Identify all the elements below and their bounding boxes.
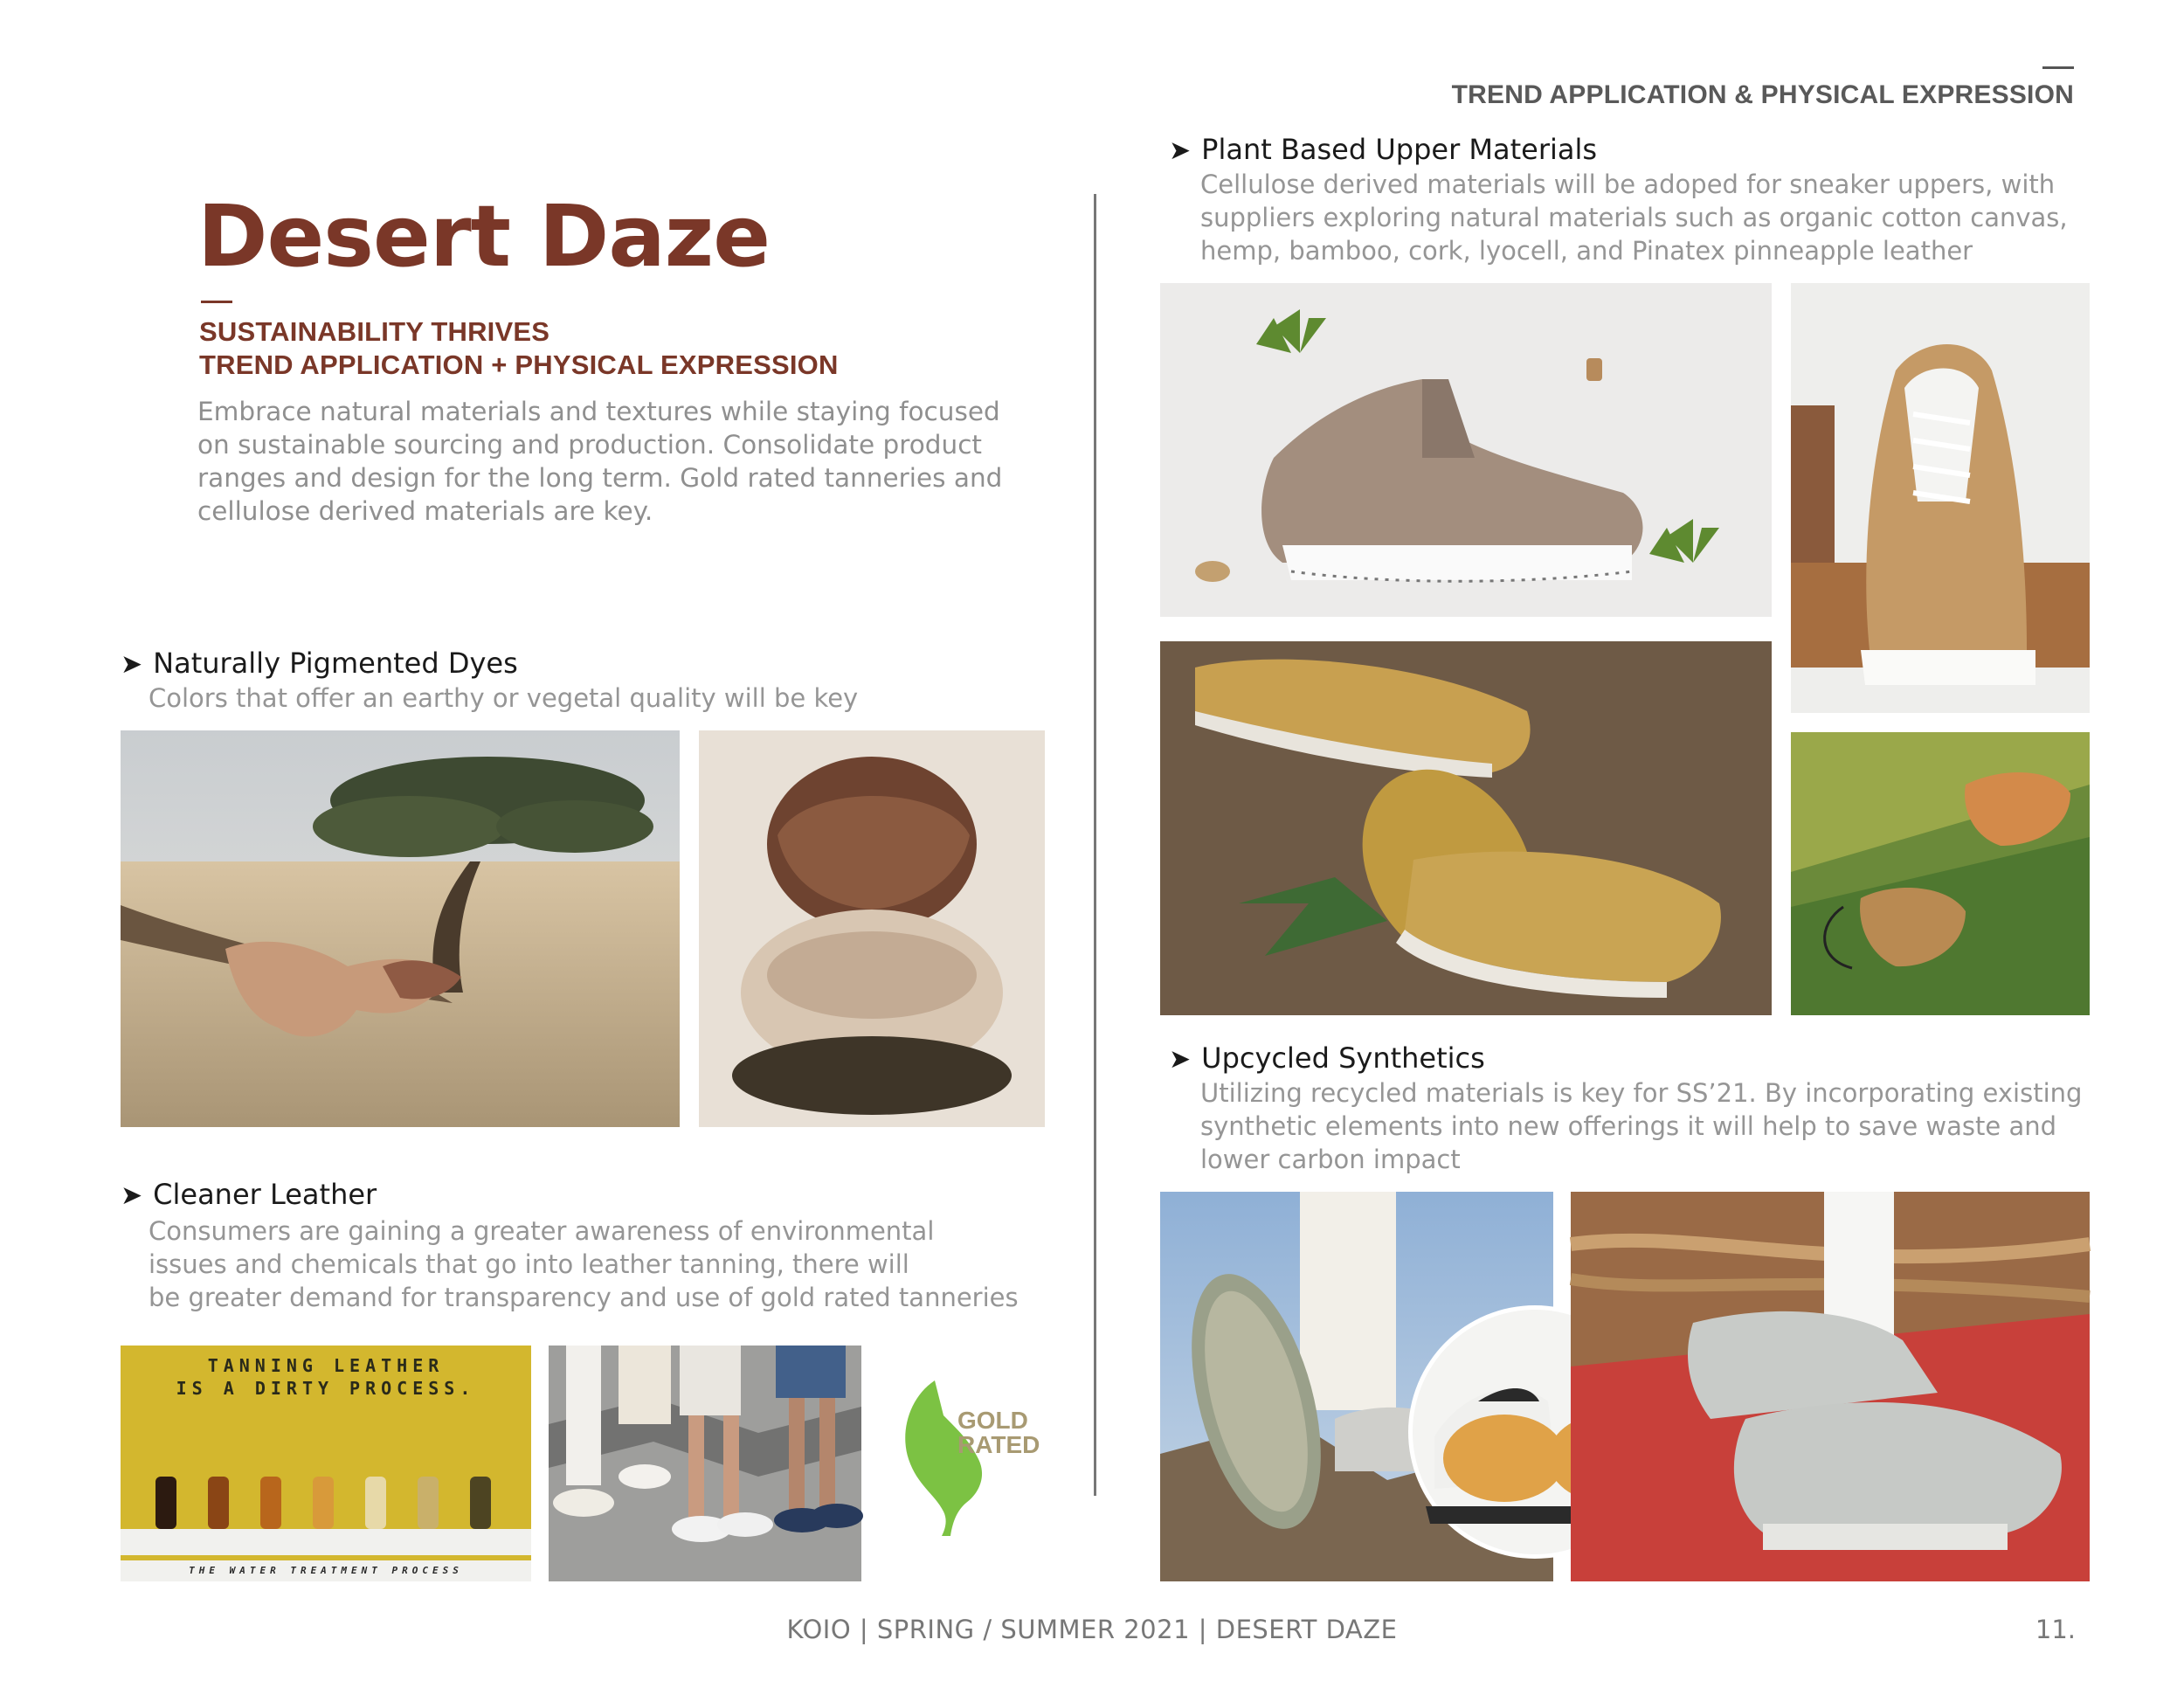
header-dash (2042, 66, 2074, 69)
poster-headline (121, 1354, 531, 1400)
intro-line: cellulose derived materials are key. (197, 496, 653, 526)
footer-text: KOIO | SPRING / SUMMER 2021 | DESERT DAZE (786, 1615, 1398, 1644)
tree-leather-photo (121, 730, 680, 1127)
section-title: TREND APPLICATION & PHYSICAL EXPRESSION (1451, 80, 2074, 109)
cork-sneaker-photo (1791, 283, 2090, 713)
title-dash (201, 301, 232, 303)
section-text-leather (149, 1214, 1019, 1314)
arrow-icon: ➤ (121, 1180, 143, 1211)
section-line: synthetic elements into new offerings it will help to save waste and (1200, 1111, 2057, 1141)
subhead-sustainability: SUSTAINABILITY THRIVES (199, 316, 550, 347)
badge-line: GOLD (957, 1407, 1028, 1434)
poster-line: IS A DIRTY PROCESS. (176, 1378, 476, 1399)
section-line: Colors that offer an earthy or vegetal quality will be key (149, 683, 859, 713)
heading-text: Naturally Pigmented Dyes (153, 647, 518, 680)
badge-text (957, 1408, 1040, 1457)
subhead-trend-application: TREND APPLICATION + PHYSICAL EXPRESSION (199, 349, 839, 380)
column-divider (1094, 194, 1096, 1496)
section-line: lower carbon impact (1200, 1145, 1461, 1174)
intro-line: on sustainable sourcing and production. Consolidate product (197, 430, 982, 460)
heading-text: Plant Based Upper Materials (1201, 133, 1598, 166)
arrow-icon: ➤ (121, 649, 143, 680)
hemp-sneaker-photo (1160, 283, 1772, 617)
section-text-upcycled (1200, 1076, 2082, 1176)
section-line: be greater demand for transparency and use of gold rated tanneries (149, 1283, 1019, 1312)
page-number: 11. (2035, 1615, 2076, 1644)
section-heading-plant (1169, 133, 1597, 168)
section-heading-upcycled (1169, 1041, 1485, 1076)
intro-line: ranges and design for the long term. Gold rated tanneries and (197, 463, 1003, 493)
arrow-icon: ➤ (1169, 1044, 1192, 1075)
intro-paragraph (197, 395, 1036, 528)
leaf-masks-photo (1791, 732, 2090, 1015)
section-heading-leather (121, 1178, 377, 1213)
poster-line: TANNING LEATHER (207, 1355, 445, 1376)
gold-rated-badge (882, 1363, 1040, 1538)
badge-line: RATED (957, 1431, 1040, 1458)
woven-bag-photo (699, 730, 1045, 1127)
pineapple-sneakers-photo (1160, 641, 1772, 1015)
page-title: Desert Daze (197, 187, 771, 286)
tanning-poster-photo (121, 1346, 531, 1581)
section-line: Consumers are gaining a greater awareness of environmental (149, 1216, 935, 1246)
heading-text: Cleaner Leather (153, 1178, 377, 1211)
section-text-plant (1200, 168, 2068, 267)
intro-line: Embrace natural materials and textures while staying focused (197, 397, 1000, 426)
section-line: issues and chemicals that go into leather tanning, there will (149, 1249, 909, 1279)
section-line: Utilizing recycled materials is key for SS’21. By incorporating existing (1200, 1078, 2083, 1108)
poster-footer: THE WATER TREATMENT PROCESS (121, 1560, 531, 1581)
section-line: Cellulose derived materials will be adoped for sneaker uppers, with (1200, 169, 2056, 199)
section-line: hemp, bamboo, cork, lyocell, and Pinatex pinneapple leather (1200, 236, 1973, 266)
arrow-icon: ➤ (1169, 135, 1192, 166)
legs-sneakers-photo (549, 1346, 861, 1581)
grey-sneakers-photo (1571, 1192, 2090, 1581)
section-text-dyes (149, 681, 858, 715)
section-heading-dyes (121, 647, 518, 681)
section-line: suppliers exploring natural materials such as organic cotton canvas, (1200, 203, 2068, 232)
heading-text: Upcycled Synthetics (1201, 1041, 1485, 1075)
